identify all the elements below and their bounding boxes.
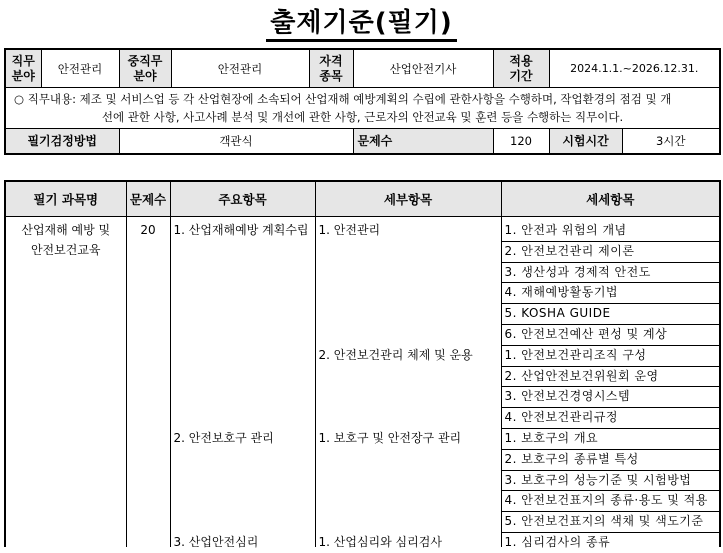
count-value: 120 — [493, 129, 549, 155]
qualification-value: 산업안전기사 — [353, 49, 493, 88]
sub-item: 1. 안전관리 — [318, 223, 381, 237]
detail-item: 1. 안전과 위험의 개념 — [504, 223, 627, 237]
detail-item: 4. 안전보건관리규정 — [504, 410, 619, 425]
detail-row-divider — [502, 470, 720, 471]
detail-items-cell — [501, 217, 720, 548]
detail-item: 2. 산업안전보건위원회 운영 — [504, 368, 659, 383]
page-title: 출제기준(필기) — [0, 2, 723, 39]
detail-row-divider — [502, 303, 720, 304]
detail-item: 1. 보호구의 개요 — [504, 431, 599, 445]
detail-row-divider — [502, 241, 720, 242]
detail-item: 5. 안전보건표지의 색채 및 색도기준 — [504, 514, 704, 529]
detail-item: 4. 재해예방활동기법 — [504, 285, 619, 300]
detail-row-divider — [502, 262, 720, 263]
detail-item: 6. 안전보건예산 편성 및 계상 — [504, 327, 668, 341]
detail-row-divider — [502, 511, 720, 512]
detail-item: 3. 생산성과 경제적 안전도 — [504, 264, 651, 279]
detail-row-divider — [502, 366, 720, 367]
header-detail-items: 세세항목 — [501, 181, 720, 217]
qualification-label: 자격 종목 — [309, 49, 353, 88]
subjects-table — [4, 180, 721, 547]
detail-row-divider — [502, 324, 720, 325]
detail-row-divider — [502, 282, 720, 283]
period-label: 적용 기간 — [493, 49, 549, 88]
count-label: 문제수 — [353, 129, 493, 155]
subject-name: 산업재해 예방 및 안전보건교육 — [21, 223, 111, 257]
job-field-value: 안전관리 — [41, 49, 119, 88]
method-label: 필기검정방법 — [5, 129, 119, 155]
count-cell — [126, 217, 170, 548]
time-value: 3시간 — [655, 134, 686, 148]
job-field-label: 직무 분야 — [5, 49, 41, 88]
detail-row-divider — [502, 345, 720, 346]
sub-item: 2. 안전보건관리 체제 및 운용 — [318, 347, 473, 362]
detail-row-divider — [502, 386, 720, 387]
detail-item: 3. 보호구의 성능기준 및 시험방법 — [504, 472, 692, 487]
detail-row-divider — [502, 407, 720, 408]
main-item: 2. 안전보호구 관리 — [173, 431, 274, 445]
subject-count: 20 — [140, 223, 156, 237]
main-items-cell — [170, 217, 315, 548]
detail-row-divider — [502, 449, 720, 450]
detail-item: 4. 안전보건표지의 종류·용도 및 적용 — [504, 493, 708, 508]
sub-item: 1. 산업심리와 심리검사 — [318, 535, 442, 549]
subject-cell — [5, 217, 126, 548]
time-label: 시험시간 — [550, 129, 623, 153]
detail-item: 3. 안전보건경영시스템 — [504, 389, 631, 404]
method-value: 객관식 — [119, 129, 353, 155]
detail-row-divider — [502, 532, 720, 533]
detail-row-divider — [502, 428, 720, 429]
header-main-items: 주요항목 — [170, 181, 315, 217]
period-value: 2024.1.1.~2026.12.31. — [549, 49, 720, 88]
detail-item: 2. 보호구의 종류별 특성 — [504, 451, 639, 466]
detail-item: 1. 안전보건관리조직 구성 — [504, 347, 647, 362]
time-cell — [549, 129, 720, 155]
duty-description: ○ 직무내용: 제조 및 서비스업 등 각 산업현장에 소속되어 산업재해 예방계획의 수립에 관한사항을 수행하며, 작업환경의 점검 및 개 선에 관한 사항, 사고사례 분석 및 개선에 관한 사항, 근로자의 안전교육 및 훈련 등을 수행하는 직무이다. — [5, 88, 720, 129]
detail-row-divider — [502, 490, 720, 491]
detail-item: 2. 안전보건관리 제이론 — [504, 243, 635, 258]
header-count: 문제수 — [126, 181, 170, 217]
sub-item: 1. 보호구 및 안전장구 관리 — [318, 431, 462, 445]
exam-info-table — [4, 48, 721, 155]
main-item: 1. 산업재해예방 계획수립 — [173, 223, 309, 237]
header-subject: 필기 과목명 — [5, 181, 126, 217]
detail-item: 1. 심리검사의 종류 — [504, 535, 611, 549]
sub-job-label: 중직무 분야 — [119, 49, 171, 88]
detail-item: 5. KOSHA GUIDE — [504, 306, 611, 321]
header-sub-items: 세부항목 — [315, 181, 501, 217]
main-item: 3. 산업안전심리 — [173, 535, 259, 549]
sub-job-value: 안전관리 — [171, 49, 309, 88]
sub-items-cell — [315, 217, 501, 548]
